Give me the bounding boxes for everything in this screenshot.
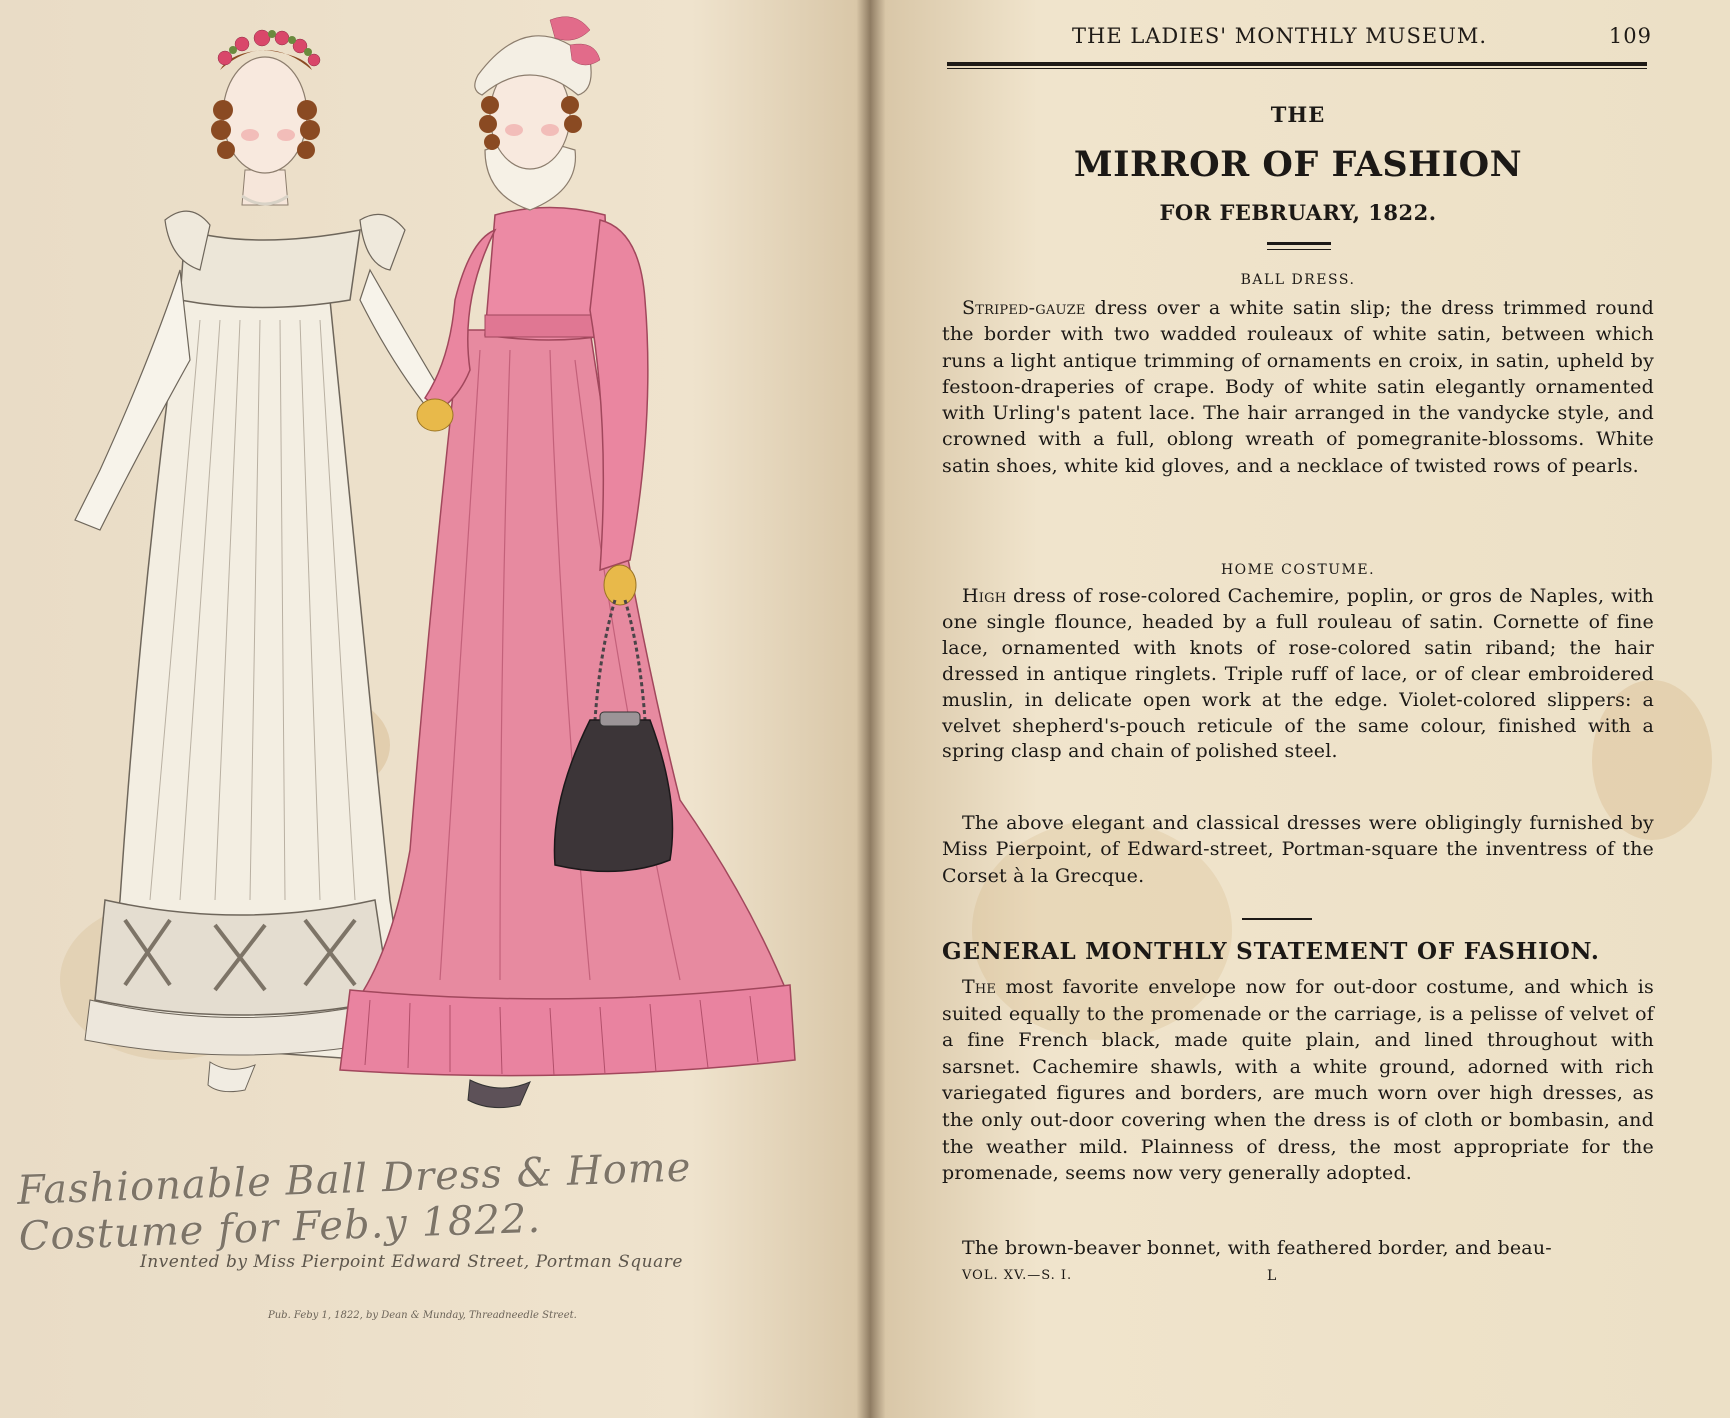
plate-caption-invented: Invented by Miss Pierpoint Edward Street, Portman Square — [140, 1252, 683, 1272]
fashion-plate-illustration — [30, 0, 870, 1140]
ornament-rule — [1267, 242, 1331, 245]
plate-caption-title: Fashionable Ball Dress & Home Costume for Feb.y 1822. — [16, 1144, 693, 1260]
page-number: 109 — [1608, 24, 1652, 48]
running-title: THE LADIES' MONTHLY MUSEUM. — [1072, 24, 1488, 48]
gathering-signature: L — [1267, 1268, 1277, 1284]
ball-dress-heading: BALL DRESS. — [1240, 272, 1356, 288]
ornament-rule-thin — [1267, 249, 1331, 250]
article-title: MIRROR OF FASHION — [1073, 144, 1523, 185]
ball-dress-lead: Striped-gauze — [962, 297, 1086, 319]
home-costume-paragraph — [942, 584, 1654, 765]
general-statement-paragraph — [942, 974, 1654, 1187]
right-page-text — [872, 0, 1730, 1418]
heading-the: THE — [1270, 102, 1326, 127]
volume-signature: VOL. XV.—S. I. — [962, 1268, 1073, 1283]
home-costume-heading: HOME COSTUME. — [1220, 562, 1376, 578]
header-rule — [947, 62, 1647, 66]
brown-beaver-text: The brown-beaver bonnet, with feathered border, and beau- — [962, 1237, 1552, 1259]
general-statement-text: most favorite envelope now for out-door costume, and which is suited equally to the promenade or the carriage, is a pelisse of velvet of a fine French black, made quite plain, and lined throughout with sarsnet. Cachemire shawls, with a white ground, adorned with rich variegated figures and borders, are much worn over high dresses, as the only out-door covering when the dress is of cloth or bombasin, and the weather mild. Plainness of dress, the most appropriate for the promenade, seems now very generally adopted. — [942, 976, 1654, 1185]
furnished-text: The above elegant and classical dresses were obligingly furnished by Miss Pierpoint, of Edward-street, Portman-square the inventress of the Corset à la Grecque. — [942, 812, 1654, 887]
ball-dress-paragraph — [942, 295, 1654, 479]
home-costume-figure — [340, 17, 795, 1108]
section-rule — [1242, 918, 1312, 920]
home-costume-text: dress of rose-colored Cachemire, poplin, or gros de Naples, with one single flounce, headed by a full rouleau of satin. Cornette of fine lace, ornamented with knots of rose-colored satin riband; the hair dressed in antique ringlets. Triple ruff of lace, or of clear embroidered muslin, in delicate open work at the edge. Violet-colored slippers: a velvet shepherd's-pouch reticule of the same colour, finished with a spring clasp and chain of polished steel. — [942, 585, 1654, 763]
general-statement-lead: The — [962, 976, 997, 998]
plate-caption-publisher: Pub. Feby 1, 1822, by Dean & Munday, Threadneedle Street. — [268, 1310, 577, 1321]
ball-dress-figure — [75, 30, 440, 1092]
furnished-paragraph — [942, 810, 1654, 889]
general-statement-heading: GENERAL MONTHLY STATEMENT OF FASHION. — [942, 938, 1600, 965]
header-rule-thin — [947, 68, 1647, 69]
ball-dress-text: dress over a white satin slip; the dress trimmed round the border with two wadded rouleaux of white satin, between which runs a light antique trimming of ornaments en croix, in satin, upheld by festoon-draperies of crape. Body of white satin elegantly ornamented with Urling's patent lace. The hair arranged in the vandycke style, and crowned with a full, oblong wreath of pomegranite-blossoms. White satin shoes, white kid gloves, and a necklace of twisted rows of pearls. — [942, 297, 1654, 477]
home-costume-lead: High — [962, 585, 1007, 607]
article-subtitle: FOR FEBRUARY, 1822. — [1159, 200, 1437, 225]
brown-beaver-paragraph — [942, 1235, 1654, 1261]
